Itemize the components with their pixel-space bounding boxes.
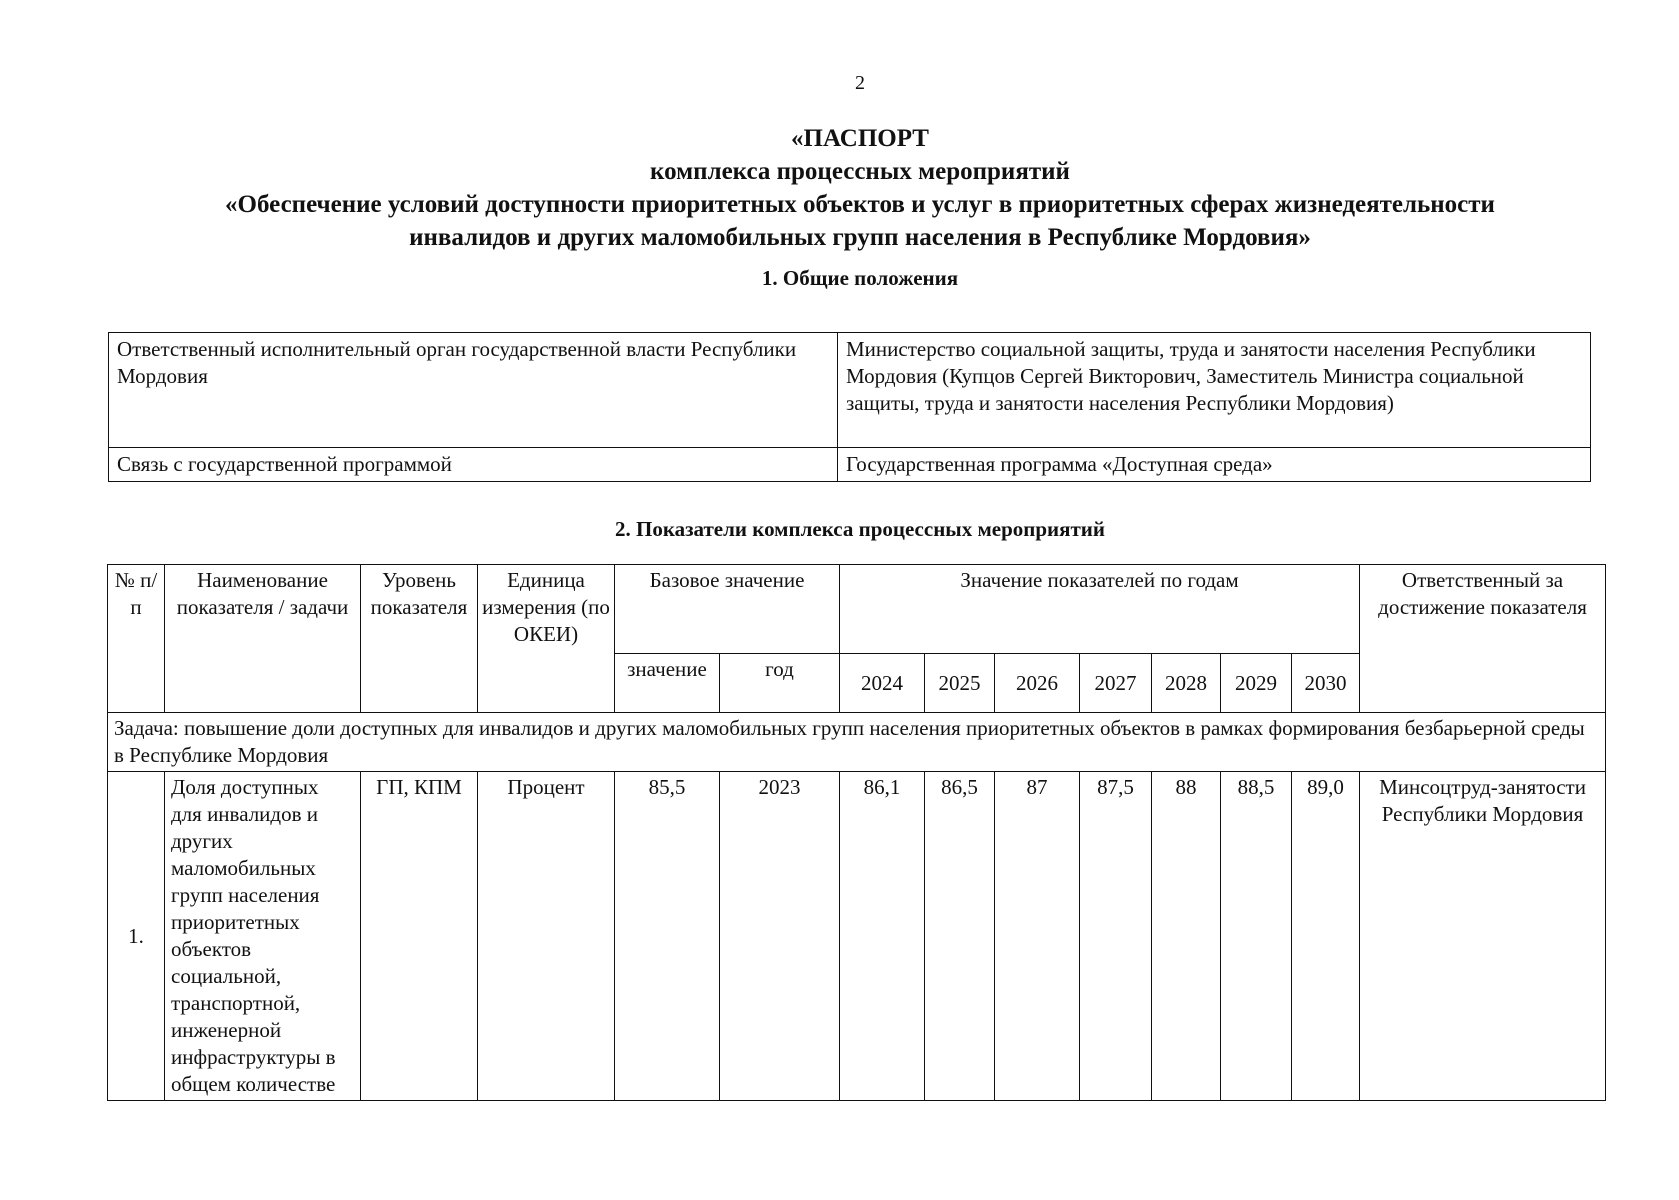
row-value-2027: 87,5 <box>1080 772 1152 1101</box>
section-2-title: 2. Показатели комплекса процессных мероприятий <box>614 517 1105 541</box>
row-value-2030: 89,0 <box>1292 772 1360 1101</box>
row-base-value: 85,5 <box>615 772 720 1101</box>
header-year-2028: 2028 <box>1152 654 1221 713</box>
header-base-value: значение <box>615 654 720 713</box>
responsible-body-label: Ответственный исполнительный орган государственной власти Республики Мордовия <box>109 333 838 448</box>
header-responsible: Ответственный за достижение показателя <box>1360 565 1606 713</box>
row-num: 1. <box>108 772 165 1101</box>
row-level: ГП, КПМ <box>361 772 478 1101</box>
header-year-2030: 2030 <box>1292 654 1360 713</box>
header-num: № п/п <box>108 565 165 713</box>
row-responsible: Минсоцтруд-занятости Республики Мордовия <box>1360 772 1606 1101</box>
task-text: Задача: повышение доли доступных для инвалидов и других маломобильных групп населения приоритетных объектов в рамках формирования безбарьерной среды в Республике Мордовия <box>108 713 1606 772</box>
header-year-2025: 2025 <box>925 654 995 713</box>
header-year-2029: 2029 <box>1221 654 1292 713</box>
task-row <box>108 713 1606 772</box>
row-value-2026: 87 <box>995 772 1080 1101</box>
program-link-label: Связь с государственной программой <box>109 448 838 482</box>
row-value-2025: 86,5 <box>925 772 995 1101</box>
header-unit: Единица измерения (по ОКЕИ) <box>478 565 615 713</box>
header-year-2026: 2026 <box>995 654 1080 713</box>
header-years-group: Значение показателей по годам <box>840 565 1360 654</box>
title-line-2: комплекса процессных мероприятий <box>650 158 1070 185</box>
row-unit: Процент <box>478 772 615 1101</box>
responsible-body-value: Министерство социальной защиты, труда и занятости населения Республики Мордовия (Купцов Сергей Викторович, Заместитель Министра социальной защиты, труда и занятости населения Республики Мордовия) <box>838 333 1591 448</box>
section-1-title: 1. Общие положения <box>761 266 959 290</box>
row-base-year: 2023 <box>720 772 840 1101</box>
header-level: Уровень показателя <box>361 565 478 713</box>
row-name: Доля доступных для инвалидов и других маломобильных групп населения приоритетных объектов социальной, транспортной, инженерной инфраструктуры в общем количестве <box>165 772 361 1101</box>
page-number: 2 <box>855 72 865 94</box>
header-row <box>108 565 1606 654</box>
document-title <box>0 122 1679 254</box>
header-name: Наименование показателя / задачи <box>165 565 361 713</box>
header-base-year: год <box>720 654 840 713</box>
header-year-2027: 2027 <box>1080 654 1152 713</box>
header-year-2024: 2024 <box>840 654 925 713</box>
table-row <box>108 772 1606 1101</box>
row-value-2024: 86,1 <box>840 772 925 1101</box>
row-value-2028: 88 <box>1152 772 1221 1101</box>
table-row <box>109 333 1591 448</box>
header-base: Базовое значение <box>615 565 840 654</box>
title-line-1: «ПАСПОРТ <box>791 125 929 152</box>
general-provisions-table <box>108 332 1591 482</box>
table-row <box>109 448 1591 482</box>
title-line-4: инвалидов и других маломобильных групп населения в Республике Мордовия» <box>409 224 1311 251</box>
program-link-value: Государственная программа «Доступная среда» <box>838 448 1591 482</box>
row-value-2029: 88,5 <box>1221 772 1292 1101</box>
title-line-3: «Обеспечение условий доступности приоритетных объектов и услуг в приоритетных сферах жизнедеятельности <box>225 191 1495 218</box>
indicators-table <box>107 564 1606 1101</box>
